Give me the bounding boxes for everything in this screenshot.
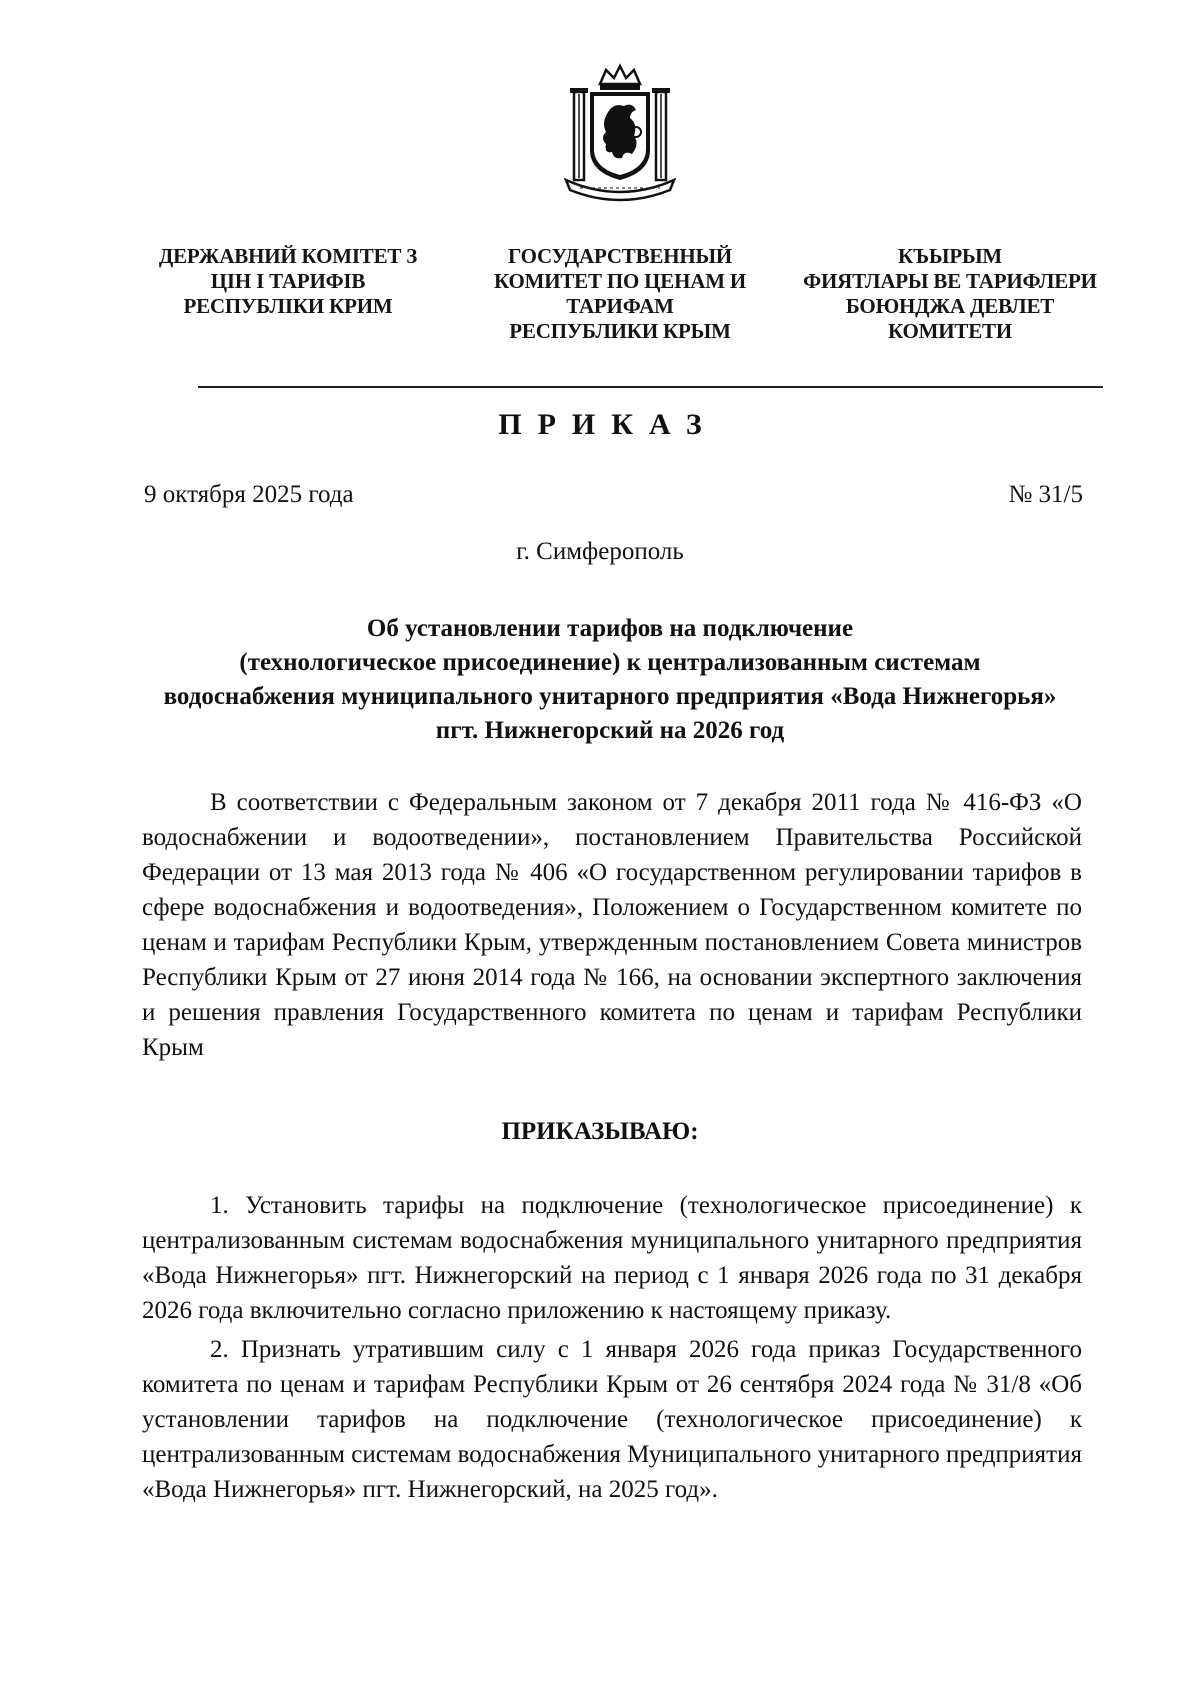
header-ukrainian bbox=[148, 244, 428, 319]
title-line: водоснабжения муниципального унитарного предприятия «Вода Нижнегорья» bbox=[163, 683, 1057, 710]
header-line: РЕСПУБЛИКИ КРЫМ bbox=[509, 319, 731, 343]
preamble-paragraph: В соответствии с Федеральным законом от 7 декабря 2011 года № 416-ФЗ «О водоснабжении и водоотведении», постановлением Правительства Российской Федерации от 13 мая 2013 года № 406 «О государственном регулировании тарифов в сфере водоснабжения и водоотведения», Положением о Государственном комитете по ценам и тарифам Республики Крым, утвержденным постановлением Совета министров Республики Крым от 27 июня 2014 года № 166, на основании экспертного заключения и решения правления Государственного комитета по ценам и тарифам Республики Крым bbox=[142, 789, 1082, 1061]
document-date: 9 октября 2025 года bbox=[144, 481, 354, 508]
header-russian bbox=[470, 244, 770, 344]
header-line: КЪЫРЫМ bbox=[898, 244, 1002, 268]
order-items bbox=[142, 1188, 1082, 1511]
header-line: БОЮНДЖА ДЕВЛЕТ bbox=[845, 294, 1055, 318]
header-line: ТАРИФАМ bbox=[566, 294, 674, 318]
document-city: г. Симферополь bbox=[516, 538, 684, 565]
header-line: ДЕРЖАВНИЙ КОМІТЕТ З bbox=[158, 244, 418, 268]
header-divider bbox=[198, 386, 1103, 388]
header-line: ГОСУДАРСТВЕННЫЙ bbox=[507, 244, 733, 268]
title-line: Об установлении тарифов на подключение bbox=[366, 615, 854, 642]
document-title bbox=[140, 612, 1080, 748]
order-word: ПРИКАЗЫВАЮ: bbox=[501, 1118, 699, 1145]
title-line: пгт. Нижнегорский на 2026 год bbox=[435, 717, 785, 744]
header-line: КОМИТЕТИ bbox=[888, 319, 1012, 343]
header-crimean-tatar bbox=[800, 244, 1100, 344]
crimea-coat-of-arms-icon bbox=[560, 62, 680, 202]
header-line: КОМИТЕТ ПО ЦЕНАМ И bbox=[493, 269, 747, 293]
order-item: 2. Признать утратившим силу с 1 января 2026 года приказ Государственного комитета по ценам и тарифам Республики Крым от 26 сентября 2024 года № 31/8 «Об установлении тарифов на подключение (технологическое присоединение) к централизованным системам водоснабжения Муниципального унитарного предприятия «Вода Нижнегорья» пгт. Нижнегорский, на 2025 год». bbox=[142, 1336, 1082, 1503]
title-line: (технологическое присоединение) к централизованным системам bbox=[239, 649, 981, 676]
header-line: ФИЯТЛАРЫ ВЕ ТАРИФЛЕРИ bbox=[803, 269, 1097, 293]
document-number: № 31/5 bbox=[1008, 481, 1083, 508]
header-line: РЕСПУБЛІКИ КРИМ bbox=[183, 294, 393, 318]
header-line: ЦІН І ТАРИФІВ bbox=[210, 269, 366, 293]
document-type: ПРИКАЗ bbox=[498, 408, 718, 441]
order-item: 1. Установить тарифы на подключение (технологическое присоединение) к централизованным системам водоснабжения муниципального унитарного предприятия «Вода Нижнегорья» пгт. Нижнегорский на период с 1 января 2026 года по 31 декабря 2026 года включительно согласно приложению к настоящему приказу. bbox=[142, 1192, 1082, 1324]
